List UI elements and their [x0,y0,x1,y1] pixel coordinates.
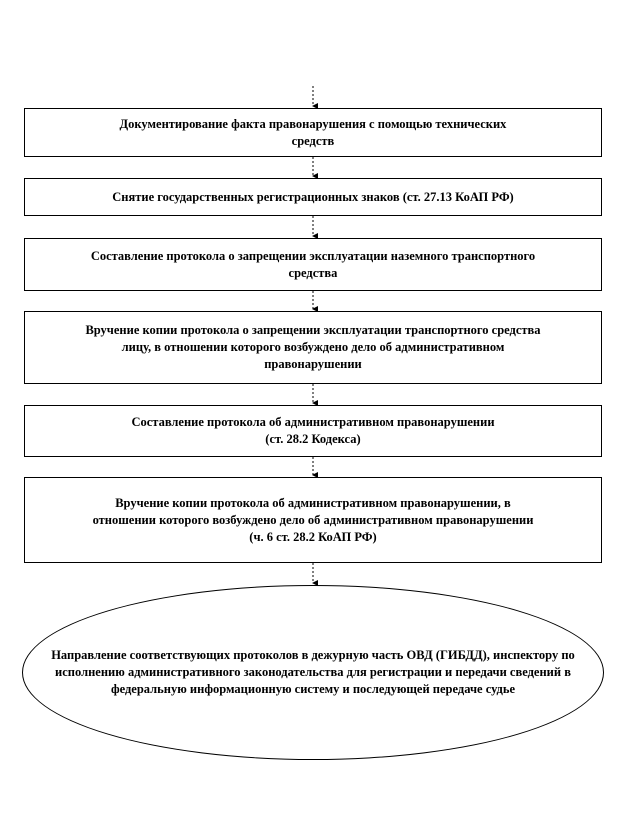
step-6-line-1: Вручение копии протокола об административном правонарушении, в [115,495,511,510]
step-3-line-1: Составление протокола о запрещении эксплуатации наземного транспортного [90,248,536,263]
step-2-line-1: Снятие государственных регистрационных знаков (ст. 27.13 КоАП РФ) [112,189,514,204]
step-box-2 [24,178,602,216]
step-1-line-1: Документирование факта правонарушения с помощью технических [119,116,507,131]
final-line-3: административного законодательства для регистрации и [127,665,453,679]
step-4-line-2: лицу, в отношении которого возбуждено дело об административном [121,340,505,354]
step-6-line-2: отношении которого возбуждено дело об административном правонарушении [92,512,534,527]
final-line-1: Направление соответствующих протоколов в дежурную [51,648,369,662]
step-box-6 [24,477,602,563]
step-3-line-2: средства [288,265,338,280]
step-4-line-3: правонарушении [264,357,362,371]
step-box-4 [24,311,602,384]
step-box-1 [24,108,602,157]
step-4-line-1: Вручение копии протокола о запрещении эксплуатации транспортного средства [85,323,541,337]
step-6-line-3: (ч. 6 ст. 28.2 КоАП РФ) [249,529,377,544]
step-box-5 [24,405,602,457]
final-line-2: часть ОВД (ГИБДД), инспектору по исполнению [55,648,575,679]
step-box-3 [24,238,602,291]
step-1-line-2: средств [291,133,335,148]
step-5-line-2: (ст. 28.2 Кодекса) [265,432,361,446]
final-line-5: систему и последующей передаче судье [294,682,516,696]
final-line-4: передачи сведений в федеральную информационную [110,665,571,696]
step-5-line-1: Составление протокола об административном правонарушении [131,415,495,429]
final-ellipse [22,585,604,760]
